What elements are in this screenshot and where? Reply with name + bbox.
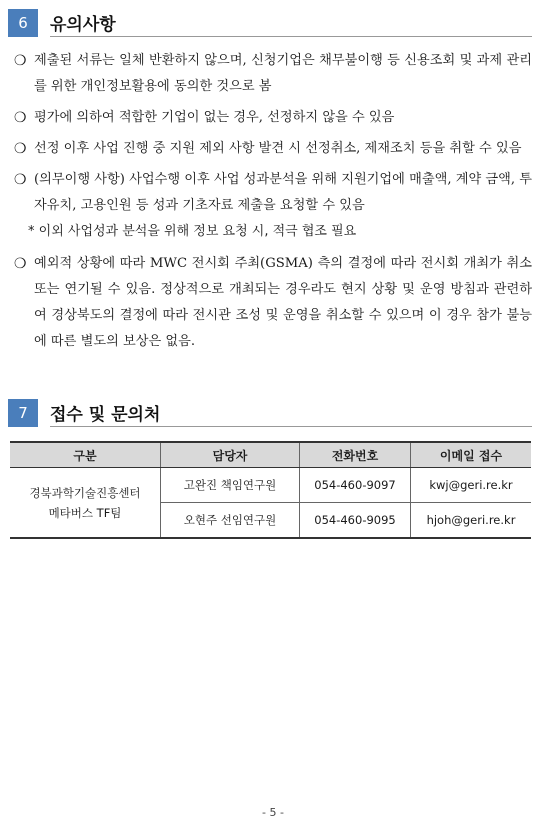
section-title: 유의사항 <box>50 9 532 37</box>
contact-phone: 054-460-9095 <box>300 503 411 539</box>
note-text: * 이외 사업성과 분석을 위해 정보 요청 시, 적극 협조 필요 <box>28 224 357 239</box>
column-header: 전화번호 <box>300 442 411 468</box>
organization-name: 경북과학기술진흥센터 <box>29 485 141 500</box>
list-item-text: 선정 이후 사업 진행 중 지원 제외 사항 발견 시 선정취소, 제재조치 등을 취할 수 있음 <box>34 141 522 156</box>
list-item-text: (의무이행 사항) 사업수행 이후 사업 성과분석을 위해 지원기업에 매출액, 계약 금액, 투자유치, 고용인원 등 성과 기초자료 제출을 요청할 수 있음 <box>34 172 532 213</box>
contact-person: 오현주 선임연구원 <box>161 503 300 539</box>
list-item-text: 제출된 서류는 일체 반환하지 않으며, 신청기업은 채무불이행 등 신용조회 및 과제 관리를 위한 개인정보활용에 동의한 것으로 봄 <box>34 53 532 94</box>
column-header: 구분 <box>10 442 161 468</box>
contact-person: 고완진 책임연구원 <box>161 468 300 503</box>
list-item <box>14 105 532 131</box>
section-number: 7 <box>8 399 38 427</box>
team-name: 메타버스 TF팀 <box>48 505 122 520</box>
contact-phone: 054-460-9097 <box>300 468 411 503</box>
circle-bullet-icon: ❍ <box>14 53 27 69</box>
circle-bullet-icon: ❍ <box>14 172 27 188</box>
organization-cell <box>10 468 161 539</box>
circle-bullet-icon: ❍ <box>14 141 27 157</box>
table-row <box>10 468 531 503</box>
section-6-header <box>8 8 532 38</box>
list-item-text: 예외적 상황에 따라 MWC 전시회 주최(GSMA) 측의 결정에 따라 전시회 개최가 취소 또는 연기될 수 있음. 정상적으로 개최되는 경우라도 현지 상황 및 운영 방침과 관련하여 경상북도의 결정에 따라 전시관 조성 및 운영을 취소할 수 있으며 이 경우 참가 불능에 따른 별도의 보상은 없음. <box>34 256 532 349</box>
list-item <box>14 136 532 162</box>
list-item-text: 평가에 의하여 적합한 기업이 없는 경우, 선정하지 않을 수 있음 <box>34 110 395 125</box>
section-number: 6 <box>8 9 38 37</box>
column-header: 이메일 접수 <box>411 442 532 468</box>
list-item <box>14 251 532 355</box>
notice-list <box>14 48 532 360</box>
circle-bullet-icon: ❍ <box>14 110 27 126</box>
table-header-row <box>10 442 531 468</box>
section-7-header <box>8 398 532 428</box>
contact-email[interactable]: hjoh@geri.re.kr <box>411 503 532 539</box>
page-number: - 5 - <box>262 806 284 819</box>
contact-table <box>10 441 531 539</box>
list-item <box>14 48 532 100</box>
list-item <box>14 167 532 219</box>
circle-bullet-icon: ❍ <box>14 256 27 272</box>
column-header: 담당자 <box>161 442 300 468</box>
contact-email[interactable]: kwj@geri.re.kr <box>411 468 532 503</box>
section-title: 접수 및 문의처 <box>50 399 532 427</box>
